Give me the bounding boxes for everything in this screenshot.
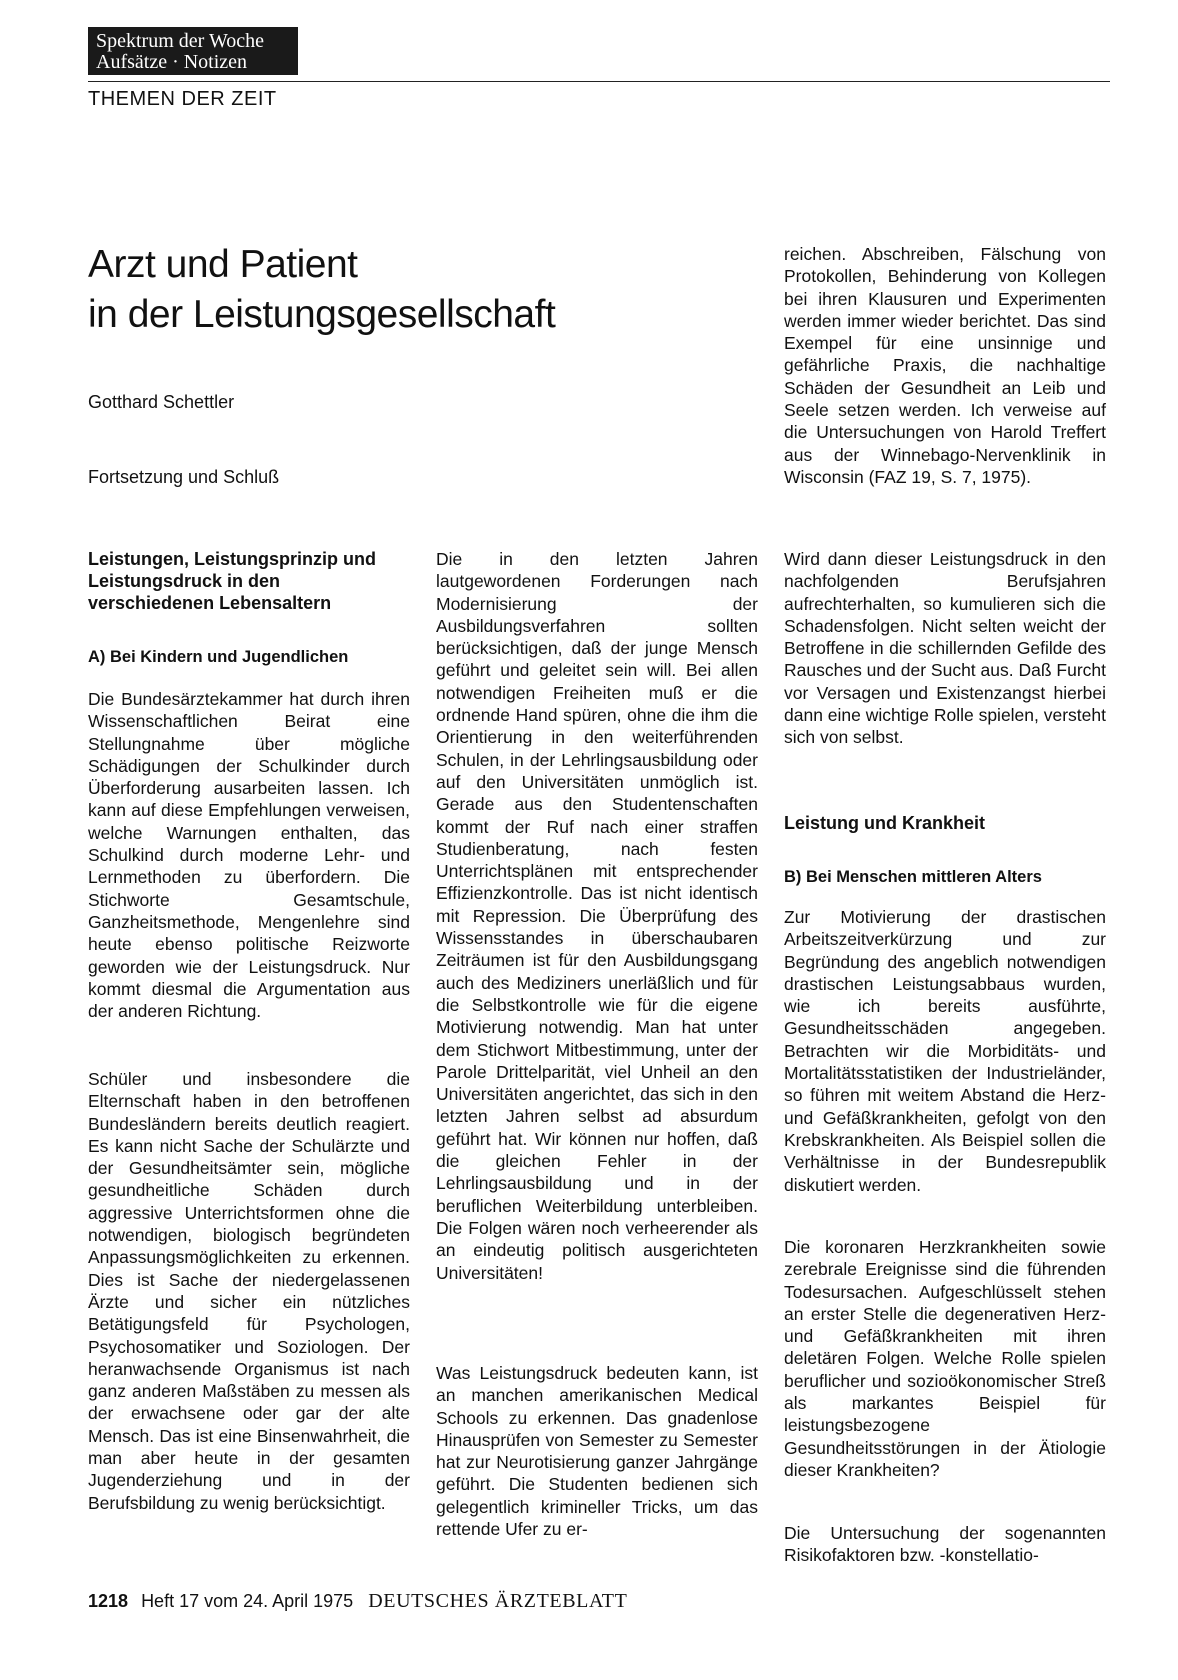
rubric-line-2: Aufsätze · Notizen	[96, 51, 248, 73]
col3-heading: Leistung und Krankheit	[784, 813, 986, 833]
title-line-2: in der Leistungsgesellschaft	[88, 293, 556, 336]
section-label: THEMEN DER ZEIT	[88, 88, 277, 110]
author: Gotthard Schettler	[88, 392, 235, 412]
col3-paragraph-1: Wird dann dieser Leistungsdruck in den nachfolgenden Berufsjahren aufrechterhalten, so kumulieren sich die Schadensfolgen. Nicht selten weicht der Betroffene in die schillernden Gefilde des Rausches und der Sucht aus. Daß Furcht vor Versagen und Existenzangst hierbei dann eine wichtige Rolle spielen, versteht sich von selbst.	[784, 549, 1106, 748]
col1-heading: Leistungen, Leistungsprinzip und Leistungsdruck in den verschiedenen Lebensaltern	[88, 549, 376, 613]
col1-subheading-block	[88, 646, 410, 668]
issue-info: Heft 17 vom 24. April 1975	[141, 1591, 354, 1611]
col2-paragraph-1: Die in den letzten Jahren lautgewordenen Forderungen nach Modernisierung der Ausbildungsverfahren sollten berücksichtigen, daß der junge Mensch geführt und geleitet sein will. Bei allen notwendigen Freiheiten muß er die ordnende Hand spüren, ohne die ihm die Orientierung in den weiterführenden Schulen, in der Lehrlingsausbildung oder auf den Universitäten unmöglich ist. Gerade aus den Studentenschaften kommt der Ruf nach einer straffen Studienberatung, nach festen Unterrichtsplänen mit entsprechender Effizienzkontrolle. Das ist nicht identisch mit Repression. Die Überprüfung des Wissensstandes in überschaubaren Zeiträumen ist für den Ausbildungsgang auch des Mediziners unerläßlich und für die Selbstkontrolle wie für die eigene Motivierung notwendig. Man hat unter dem Stichwort Mitbestimmung, unter der Parole Drittelparität, viel Unheil an den Universitäten angerichtet, das sich in den letzten Jahren selbst ad absurdum geführt hat. Wir können nur hoffen, daß die gleichen Fehler in der Lehrlingsausbildung und in der beruflichen Weiterbildung unterbleiben. Die Folgen wären noch verheerender als an eindeutig politisch ausgerichteten Universitäten!	[436, 549, 758, 1283]
col3-paragraph-0: reichen. Abschreiben, Fälschung von Protokollen, Behinderung von Kollegen bei ihren Klausuren und Experimenten werden immer wieder berichtet. Das sind Exempel für eine unsinnige und gefährliche Praxis, die nachhaltige Schäden der Gesundheit an Leib und Seele setzen werden. Ich verweise auf die Untersuchungen von Harold Treffert aus der Winnebago-Nervenklinik in Wisconsin (FAZ 19, S. 7, 1975).	[784, 244, 1106, 487]
article-subtitle: Fortsetzung und Schluß	[88, 467, 280, 487]
page-footer	[88, 1590, 627, 1613]
article-title	[88, 240, 555, 340]
col1-paragraph-2: Schüler und insbesondere die Elternschaft haben in den betroffenen Bundesländern bereits deutlich reagiert. Es kann nicht Sache der Schulärzte und der Gesundheitsämter sein, mögliche gesundheitliche Schäden durch aggressive Unterrichtsformen ohne die notwendigen, biologisch begründeten Anpassungsmöglichkeiten zu erkennen. Dies ist Sache der niedergelassenen Ärzte und sicher ein nützliches Betätigungsfeld für Psychologen, Psychosomatiker und Soziologen. Der heranwachsende Organismus ist nach ganz anderen Maßstäben zu messen als der erwachsene oder gar der alte Mensch. Das ist eine Binsenwahrheit, die man aber heute in der gesamten Jugenderziehung und in der Berufsbildung zu wenig berücksichtigt.	[88, 1069, 410, 1513]
col3-paragraph-2: Zur Motivierung der drastischen Arbeitszeitverkürzung und zur Begründung des angeblich notwendigen drastischen Leistungsabbaus wurden, wie ich bereits ausführte, Gesundheitsschäden angegeben. Betrachten wir die Morbiditäts- und Mortalitätsstatistiken der Industrieländer, so führen mit weitem Abstand die Herz- und Gefäßkrankheiten, gefolgt von den Krebskrankheiten. Als Beispiel sollen die Verhältnisse in der Bundesrepublik diskutiert werden.	[784, 907, 1106, 1195]
rubric-box	[88, 27, 298, 75]
col1-heading-block	[88, 548, 410, 614]
page-number: 1218	[88, 1591, 129, 1611]
col1-subheading: A) Bei Kindern und Jugendlichen	[88, 648, 349, 666]
header-rule	[88, 81, 1110, 82]
col3-subheading: B) Bei Menschen mittleren Alters	[784, 868, 1042, 886]
title-line-1: Arzt und Patient	[88, 243, 358, 286]
col3-subheading-block	[784, 866, 1106, 888]
col2-paragraph-2: Was Leistungsdruck bedeuten kann, ist an manchen amerikanischen Medical Schools zu erkennen. Das gnadenlose Hinausprüfen von Semester zu Semester hat zur Neurotisierung ganzer Jahrgänge geführt. Die Studenten bedienen sich gelegentlich krimineller Tricks, um das rettende Ufer zu er-	[436, 1363, 758, 1540]
col3-heading-block	[784, 812, 1106, 834]
journal-name: DEUTSCHES ÄRZTEBLATT	[368, 1590, 628, 1612]
col3-paragraph-3: Die koronaren Herzkrankheiten sowie zerebrale Ereignisse sind die führenden Todesursachen. Aufgeschlüsselt stehen an erster Stelle die degenerativen Herz- und Gefäßkrankheiten mit ihren deletären Folgen. Welche Rolle spielen beruflicher und sozioökonomischer Streß als markantes Beispiel für leistungsbezogene Gesundheitsstörungen in der Ätiologie dieser Krankheiten?	[784, 1237, 1106, 1480]
rubric-line-1: Spektrum der Woche	[96, 30, 264, 52]
col1-paragraph-1: Die Bundesärztekammer hat durch ihren Wissenschaftlichen Beirat eine Stellungnahme über mögliche Schädigungen der Schulkinder durch Überforderung ausarbeiten lassen. Ich kann auf diese Empfehlungen verweisen, welche Warnungen enthalten, das Schulkind durch moderne Lehr- und Lernmethoden zu überfordern. Die Stichworte Gesamtschule, Ganzheitsmethode, Mengenlehre sind heute ebenso politische Reizworte geworden wie der Leistungsdruck. Nur kommt diesmal die Argumentation aus der anderen Richtung.	[88, 689, 410, 1022]
col3-paragraph-4: Die Untersuchung der sogenannten Risikofaktoren bzw. -konstellatio-	[784, 1523, 1106, 1566]
